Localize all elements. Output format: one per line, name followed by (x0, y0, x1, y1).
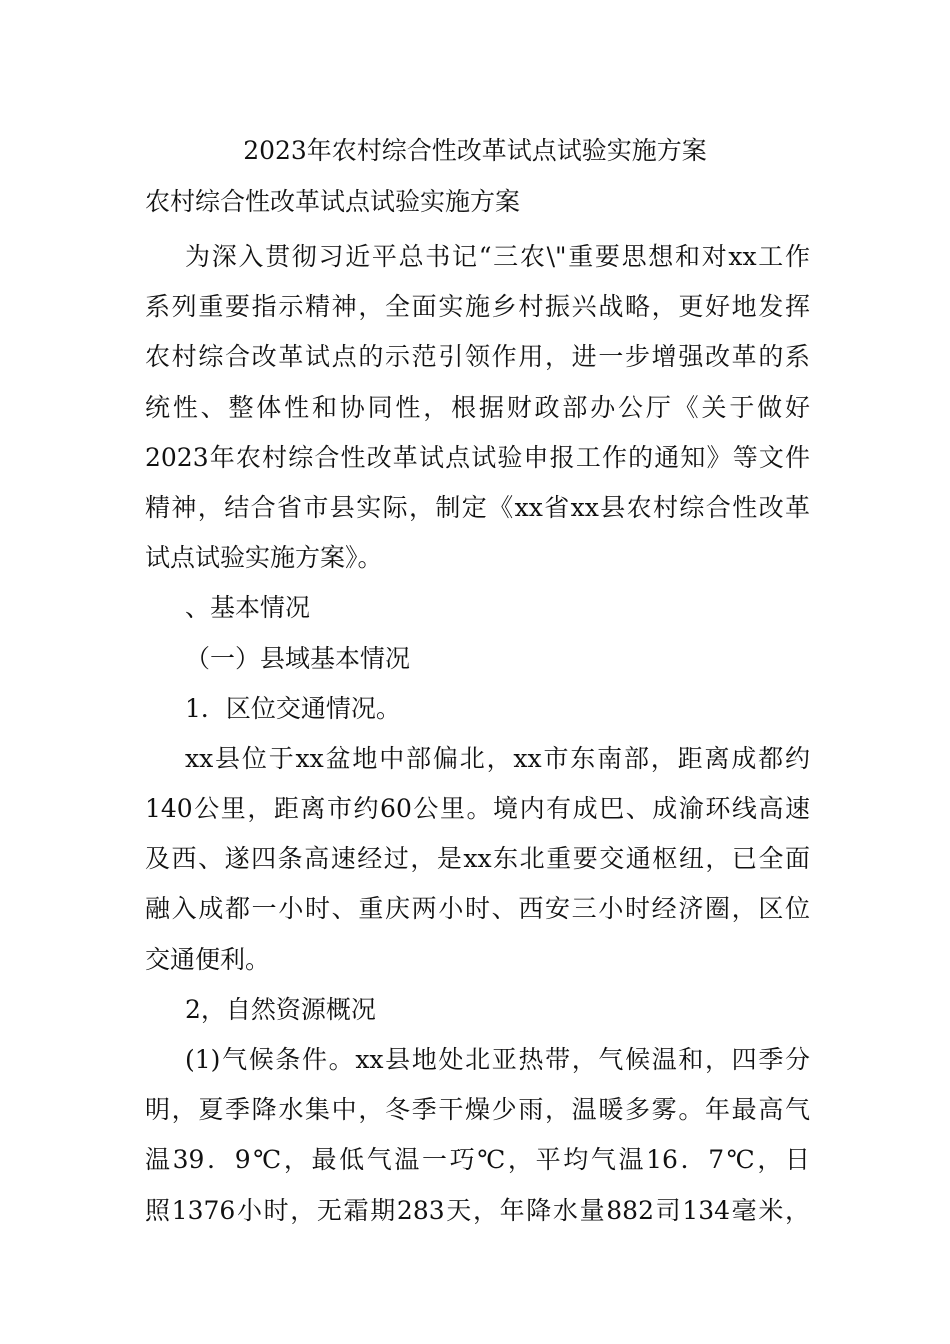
paragraph-line: xx县位于xx盆地中部偏北，xx市东南部，距离成都约 (185, 743, 810, 773)
paragraph-line: 温39．9℃，最低气温一巧℃，平均气温16．7℃，日 (145, 1145, 810, 1175)
document-title: 2023年农村综合性改革试点试验实施方案 (243, 136, 707, 165)
item-heading: 2，自然资源概况 (185, 994, 376, 1024)
document-subtitle: 农村综合性改革试点试验实施方案 (145, 187, 521, 216)
item-heading: 1．区位交通情况。 (185, 693, 401, 723)
paragraph-line: 140公里，距离市约60公里。境内有成巴、成渝环线高速 (145, 794, 810, 824)
paragraph-line: 试点试验实施方案》。 (145, 543, 383, 573)
paragraph-line: 农村综合改革试点的示范引领作用，进一步增强改革的系 (145, 342, 810, 372)
document-body (145, 232, 810, 1236)
subsection-heading: （一）县域基本情况 (185, 643, 411, 673)
section-heading: 、基本情况 (185, 593, 311, 623)
paragraph-line: 系列重要指示精神，全面实施乡村振兴战略，更好地发挥 (145, 292, 810, 322)
paragraph-line: 为深入贯彻习近平总书记“三农\"重要思想和对xx工作 (185, 242, 810, 271)
paragraph-line: 融入成都一小时、重庆两小时、西安三小时经济圈，区位 (145, 894, 810, 924)
paragraph-line: (1)气候条件。xx县地处北亚热带，气候温和，四季分 (185, 1045, 810, 1074)
paragraph-line: 照1376小时，无霜期283天，年降水量882司134毫米， (145, 1195, 810, 1225)
paragraph-line: 2023年农村综合性改革试点试验申报工作的通知》等文件 (145, 442, 810, 472)
paragraph-line: 及西、遂四条高速经过，是xx东北重要交通枢纽，已全面 (145, 844, 810, 874)
paragraph-line: 明，夏季降水集中，冬季干燥少雨，温暖多雾。年最高气 (145, 1095, 810, 1125)
paragraph-line: 统性、整体性和协同性，根据财政部办公厅《关于做好 (145, 392, 810, 422)
paragraph-line: 精神，结合省市县实际，制定《xx省xx县农村综合性改革 (145, 492, 810, 522)
paragraph-line: 交通便利。 (145, 944, 271, 974)
